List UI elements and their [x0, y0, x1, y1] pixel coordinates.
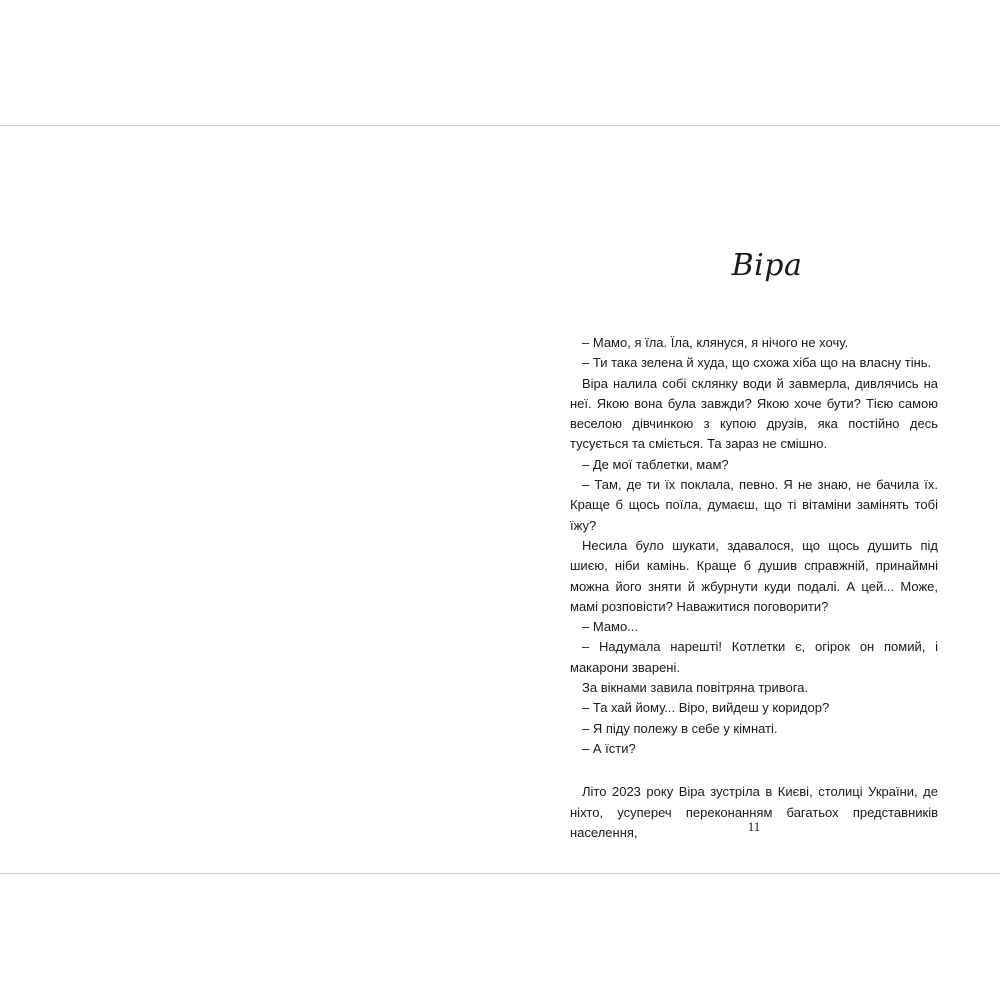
- paragraph: – Надумала нарешті! Котлетки є, огірок он помий, і макарони зварені.: [570, 639, 938, 675]
- paragraph: – Та хай йому... Віро, вийдеш у коридор?: [582, 700, 830, 716]
- left-page: [0, 126, 500, 873]
- paragraph: Віра налила собі склянку води й завмерла, дивлячись на неї. Якою вона була завжди? Якою хоче бути? Тією самою веселою дівчинкою з купою друзів, яка постійно десь тусується та сміється. Та зараз не смішно.: [570, 375, 938, 452]
- paragraph: – Ти така зелена й худа, що схожа хіба що на власну тінь.: [582, 355, 932, 371]
- paragraph: – Там, де ти їх поклала, певно. Я не знаю, не бачила їх. Краще б щось поїла, думаєш, що ті вітаміни замінять тобі їжу?: [570, 477, 938, 533]
- body-text: [570, 333, 938, 843]
- paragraph: Літо 2023 року Віра зустріла в Києві, столиці України, де ніхто, усупереч переконанням багатьох представників населення,: [570, 784, 938, 840]
- paragraph: – Де мої таблетки, мам?: [582, 456, 729, 472]
- book-spread: [0, 125, 1000, 874]
- paragraph: – А їсти?: [582, 740, 636, 756]
- paragraph: За вікнами завила повітряна тривога.: [582, 680, 809, 696]
- section-break: [570, 759, 938, 782]
- chapter-title: Віра: [731, 248, 803, 283]
- paragraph: – Я піду полежу в себе у кімнаті.: [582, 720, 778, 736]
- paragraph: – Мамо, я їла. Їла, клянуся, я нічого не хочу.: [582, 335, 849, 350]
- right-page: [500, 126, 1000, 873]
- paragraph: – Мамо...: [582, 619, 639, 635]
- page-number: 11: [747, 819, 761, 834]
- paragraph: Несила було шукати, здавалося, що щось душить під шиєю, ніби камінь. Краще б душив справжній, принаймні можна його зняти й жбурнути куди подалі. А цей... Може, мамі розповісти? Наважитися поговорити?: [570, 537, 938, 614]
